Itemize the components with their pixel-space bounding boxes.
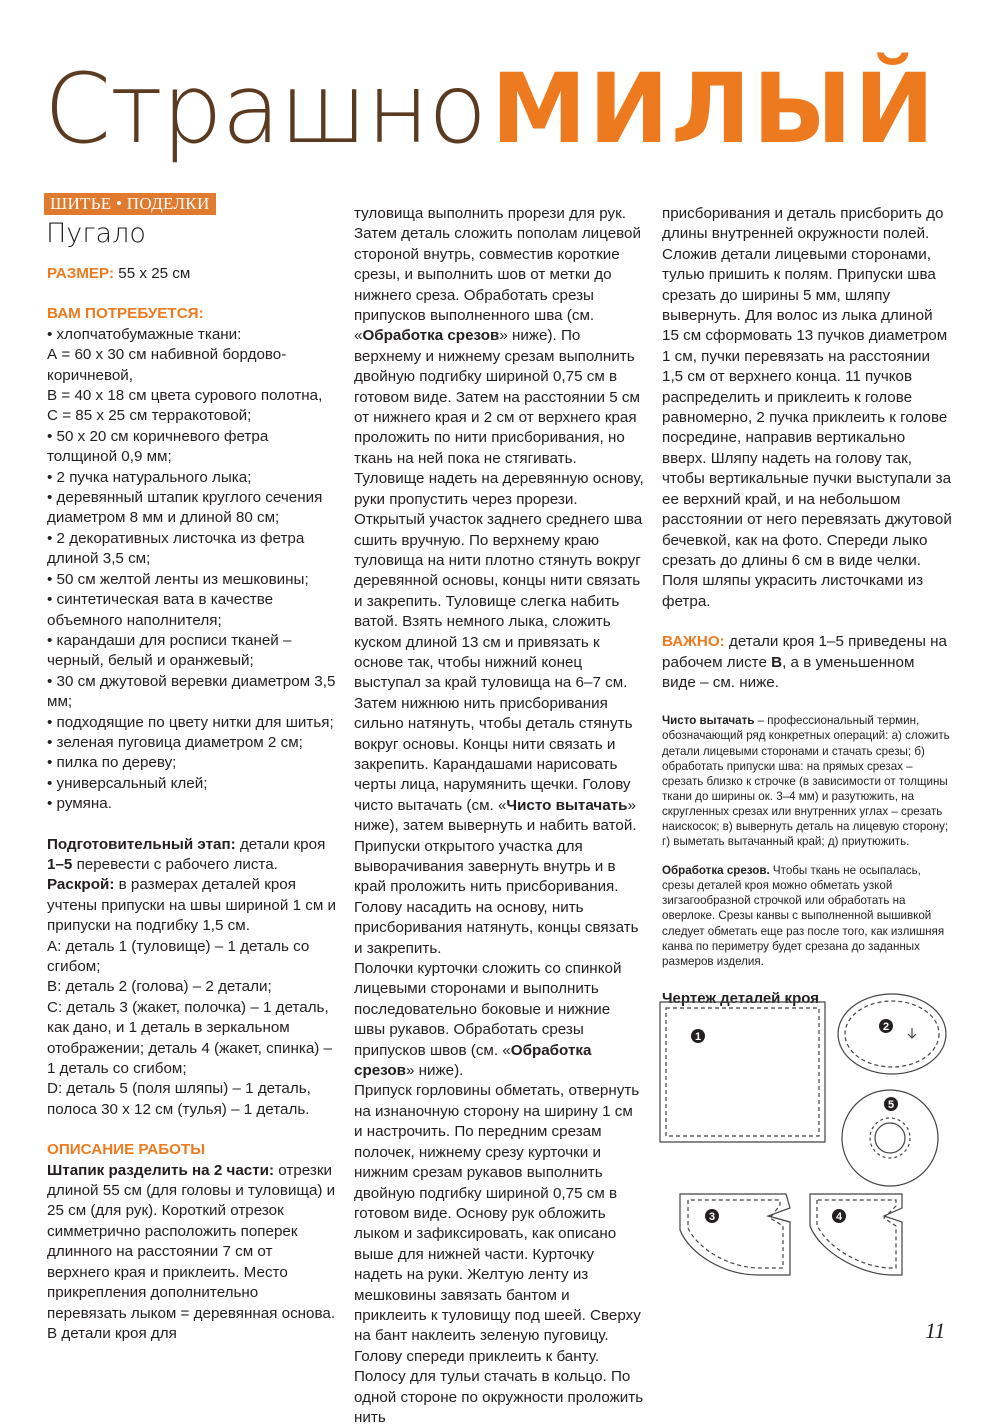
- pattern-piece-3: [680, 1194, 790, 1275]
- pattern-label-1: 1: [694, 1031, 702, 1043]
- article-subtitle: Пугало: [46, 218, 146, 249]
- title-part2: МИЛЫЙ: [491, 53, 937, 165]
- list-item: • подходящие по цвету нитки для шитья;: [47, 713, 334, 731]
- cutting-line: В: деталь 2 (голова) – 2 детали;: [47, 978, 272, 996]
- page-number: 11: [925, 1318, 946, 1343]
- size-line: [47, 264, 337, 284]
- materials-list: [47, 325, 337, 815]
- list-item: • 50 см желтой ленты из мешковины;: [47, 570, 309, 588]
- list-item: • синтетическая вата в качестве объемного наполнителя;: [47, 591, 274, 629]
- list-item: В = 40 х 18 см цвета сурового полотна,: [47, 387, 323, 405]
- rubric-badge: ШИТЬЕ • ПОДЕЛКИ: [44, 193, 216, 215]
- term-note-sew: Чисто вытачать – профессиональный термин, обозначающий ряд конкретных операций: а) сложить детали лицевыми сторонами и стачать срезы; б) обработать припуски шва: на прямых срезах – срезать близко к строчке (в зависимости от толщины ткани до ширины ок. 3–4 мм) и разутюжить, на скругленных срезах или внутренних углах – срезать наискосок; в) вывернуть деталь на лицевую сторону; г) выметать вытачанный край; д) приутюжить.: [662, 714, 950, 849]
- pattern-piece-2: [838, 994, 946, 1074]
- list-item: • карандаши для росписи тканей – черный, белый и оранжевый;: [47, 631, 292, 670]
- prep-label: Подготовительный этап:: [47, 835, 236, 853]
- title-part1: Страшно: [44, 53, 486, 165]
- pattern-label-4: 4: [835, 1211, 843, 1223]
- work-heading: ОПИСАНИЕ РАБОТЫ: [47, 1141, 206, 1159]
- cutting-line: D: деталь 5 (поля шляпы) – 1 деталь, полоса 30 х 12 см (тулья) – 1 деталь.: [47, 1080, 311, 1118]
- size-value: 55 х 25 см: [114, 265, 191, 282]
- cutting-line: А: деталь 1 (туловище) – 1 деталь со сгибом;: [47, 937, 310, 975]
- size-label: РАЗМЕР:: [47, 265, 115, 282]
- list-item: • деревянный штапик круглого сечения диаметром 8 мм и длиной 80 см;: [47, 489, 323, 527]
- pattern-label-5: 5: [887, 1099, 895, 1111]
- term-note-edges: Обработка срезов. Чтобы ткань не осыпалась, срезы деталей кроя можно обметать узкой зигзагообразной строчкой или обработать на оверлоке. Срезы канвы с выполненной вышивкой следует обметать еще раз после того, как излишняя канва по периметру будет срезана до заданных размеров изделия.: [662, 864, 945, 968]
- drawing-title: Чертеж деталей кроя: [662, 989, 819, 1007]
- materials-heading: ВАМ ПОТРЕБУЕТСЯ:: [47, 305, 204, 323]
- cutting-paragraph: Раскрой: в размерах деталей кроя учтены припуски на швы шириной 1 см и припуски на подгибку 1,5 см.: [47, 876, 336, 935]
- important-label: ВАЖНО:: [662, 633, 725, 651]
- column-1: [47, 264, 337, 1344]
- body-paragraph: Полочки курточки сложить со спинкой лицевыми сторонами и выполнить последовательно боковые и нижние швы рукавов. Обработать срезы припусков швов (см. «Обработка срезов» ниже).: [354, 960, 622, 1080]
- list-item: А = 60 х 30 см набивной бордово-коричневой,: [47, 346, 287, 384]
- list-item: • хлопчатобумажные ткани:: [47, 325, 242, 343]
- prep-paragraph: Подготовительный этап: детали кроя 1–5 перевести с рабочего листа.: [47, 835, 326, 873]
- list-item: • пилка по дереву;: [47, 754, 177, 772]
- column-3: [662, 204, 952, 1009]
- pattern-drawing: [650, 990, 960, 1320]
- list-item: • 30 см джутовой веревки диаметром 3,5 мм;: [47, 672, 336, 711]
- list-item: • универсальный клей;: [47, 774, 208, 792]
- cutting-label: Раскрой:: [47, 876, 115, 894]
- body-paragraph: Припуск горловины обметать, отвернуть на изнаночную сторону на ширину 1 см и настрочить. По передним срезам полочек, нижнему срезу курточки и нижним срезам рукавов выполнить двойную подгибку шириной 0,75 см в готовом виде. Основу рук обложить лыком и зафиксировать, как описано выше для нижней части. Курточку надеть на руки. Желтую ленту из мешковины завязать бантом и приклеить к туловищу под шеей. Сверху на бант наклеить зеленую пуговицу. Голову спереди приклеить к банту. Полосу для тульи стачать в кольцо. По одной стороне по окружности проложить нить: [354, 1082, 644, 1426]
- list-item: С = 85 х 25 см терракотовой;: [47, 407, 252, 425]
- important-note: ВАЖНО: детали кроя 1–5 приведены на рабочем листе В, а в уменьшенном виде – см. ниже.: [662, 633, 947, 691]
- pattern-label-2: 2: [882, 1021, 890, 1033]
- body-paragraph: Туловище надеть на деревянную основу, руки пропустить через прорези. Открытый участок заднего среднего шва сшить вручную. По верхнему краю туловища на нити плотно стянуть вокруг деревянной основы, концы нити связать и закрепить. Туловище слегка набить ватой. Взять немного лыка, сложить куском длиной 13 см и привязать к основе так, чтобы нижний конец выступал за край туловища на 6–7 см. Затем нижнюю нить присборивания сильно натянуть, чтобы деталь стянуть вокруг основы. Концы нити связать и закрепить. Карандашами нарисовать черты лица, нарумянить щечки. Голову чисто вытачать (см. «Чисто вытачать» ниже), затем вывернуть и набить ватой. Припуски открытого участка для выворачивания завернуть внутрь и в край проложить нить присборивания. Голову насадить на основу, нить присборивания натянуть, концы связать и закрепить.: [354, 470, 644, 957]
- work-paragraph: Штапик разделить на 2 части: отрезки длиной 55 см (для головы и туловища) и 25 см (для рук). Короткий отрезок симметрично расположить поперек длинного на расстоянии 7 см от верхнего края и приклеить. Место прикрепления дополнительно перевязать лыком = деревянная основа. В детали кроя для: [47, 1161, 336, 1342]
- pattern-piece-4: [810, 1194, 902, 1275]
- grain-arrow-icon: [908, 1028, 916, 1038]
- column-2: [354, 204, 644, 1428]
- list-item: • 50 х 20 см коричневого фетра толщиной 0,9 мм;: [47, 427, 269, 466]
- pattern-piece-1: [660, 1002, 825, 1142]
- list-item: • зеленая пуговица диаметром 2 см;: [47, 733, 303, 751]
- list-item: • 2 декоративных листочка из фетра длиной 3,5 см;: [47, 529, 305, 568]
- list-item: • румяна.: [47, 795, 112, 813]
- work-lead: Штапик разделить на 2 части:: [47, 1161, 275, 1179]
- pattern-label-3: 3: [708, 1211, 716, 1223]
- page-title: [44, 44, 936, 174]
- list-item: • 2 пучка натурального лыка;: [47, 468, 252, 486]
- body-paragraph: присборивания и деталь присборить до длины внутренней окружности полей. Сложив детали лицевыми сторонами, тулью пришить к полям. Припуски шва срезать до ширины 5 мм, шляпу вывернуть. Для волос из лыка длиной 15 см сформовать 13 пучков диаметром 1 см, пучки перевязать на расстоянии 1,5 см от верхнего конца. 11 пучков распределить и приклеить к голове равномерно, 2 пучка приклеить к голове посредине, направив вертикально вверх. Шляпу надеть на голову так, чтобы вертикальные пучки выступали за ее верхний край, и на небольшом расстоянии от него перевязать джутовой бечевкой, как на фото. Спереди лыко срезать до длины 6 см в виде челки. Поля шляпы украсить листочками из фетра.: [662, 205, 952, 610]
- cutting-line: С: деталь 3 (жакет, полочка) – 1 деталь, как дано, и 1 деталь в зеркальном отображении; деталь 4 (жакет, спинка) – 1 деталь со сгибом;: [47, 998, 333, 1078]
- body-paragraph: туловища выполнить прорези для рук. Затем деталь сложить пополам лицевой стороной внутрь, совместив короткие срезы, и выполнить шов от метки до нижнего среза. Обработать срезы припусков выполненного шва (см. «Обработка срезов» ниже). По верхнему и нижнему срезам выполнить двойную подгибку шириной 0,75 см в готовом виде. Затем на расстоянии 5 см от нижнего края и 2 см от верхнего края проложить по нити присборивания, но ткань на ней пока не стягивать.: [354, 205, 641, 467]
